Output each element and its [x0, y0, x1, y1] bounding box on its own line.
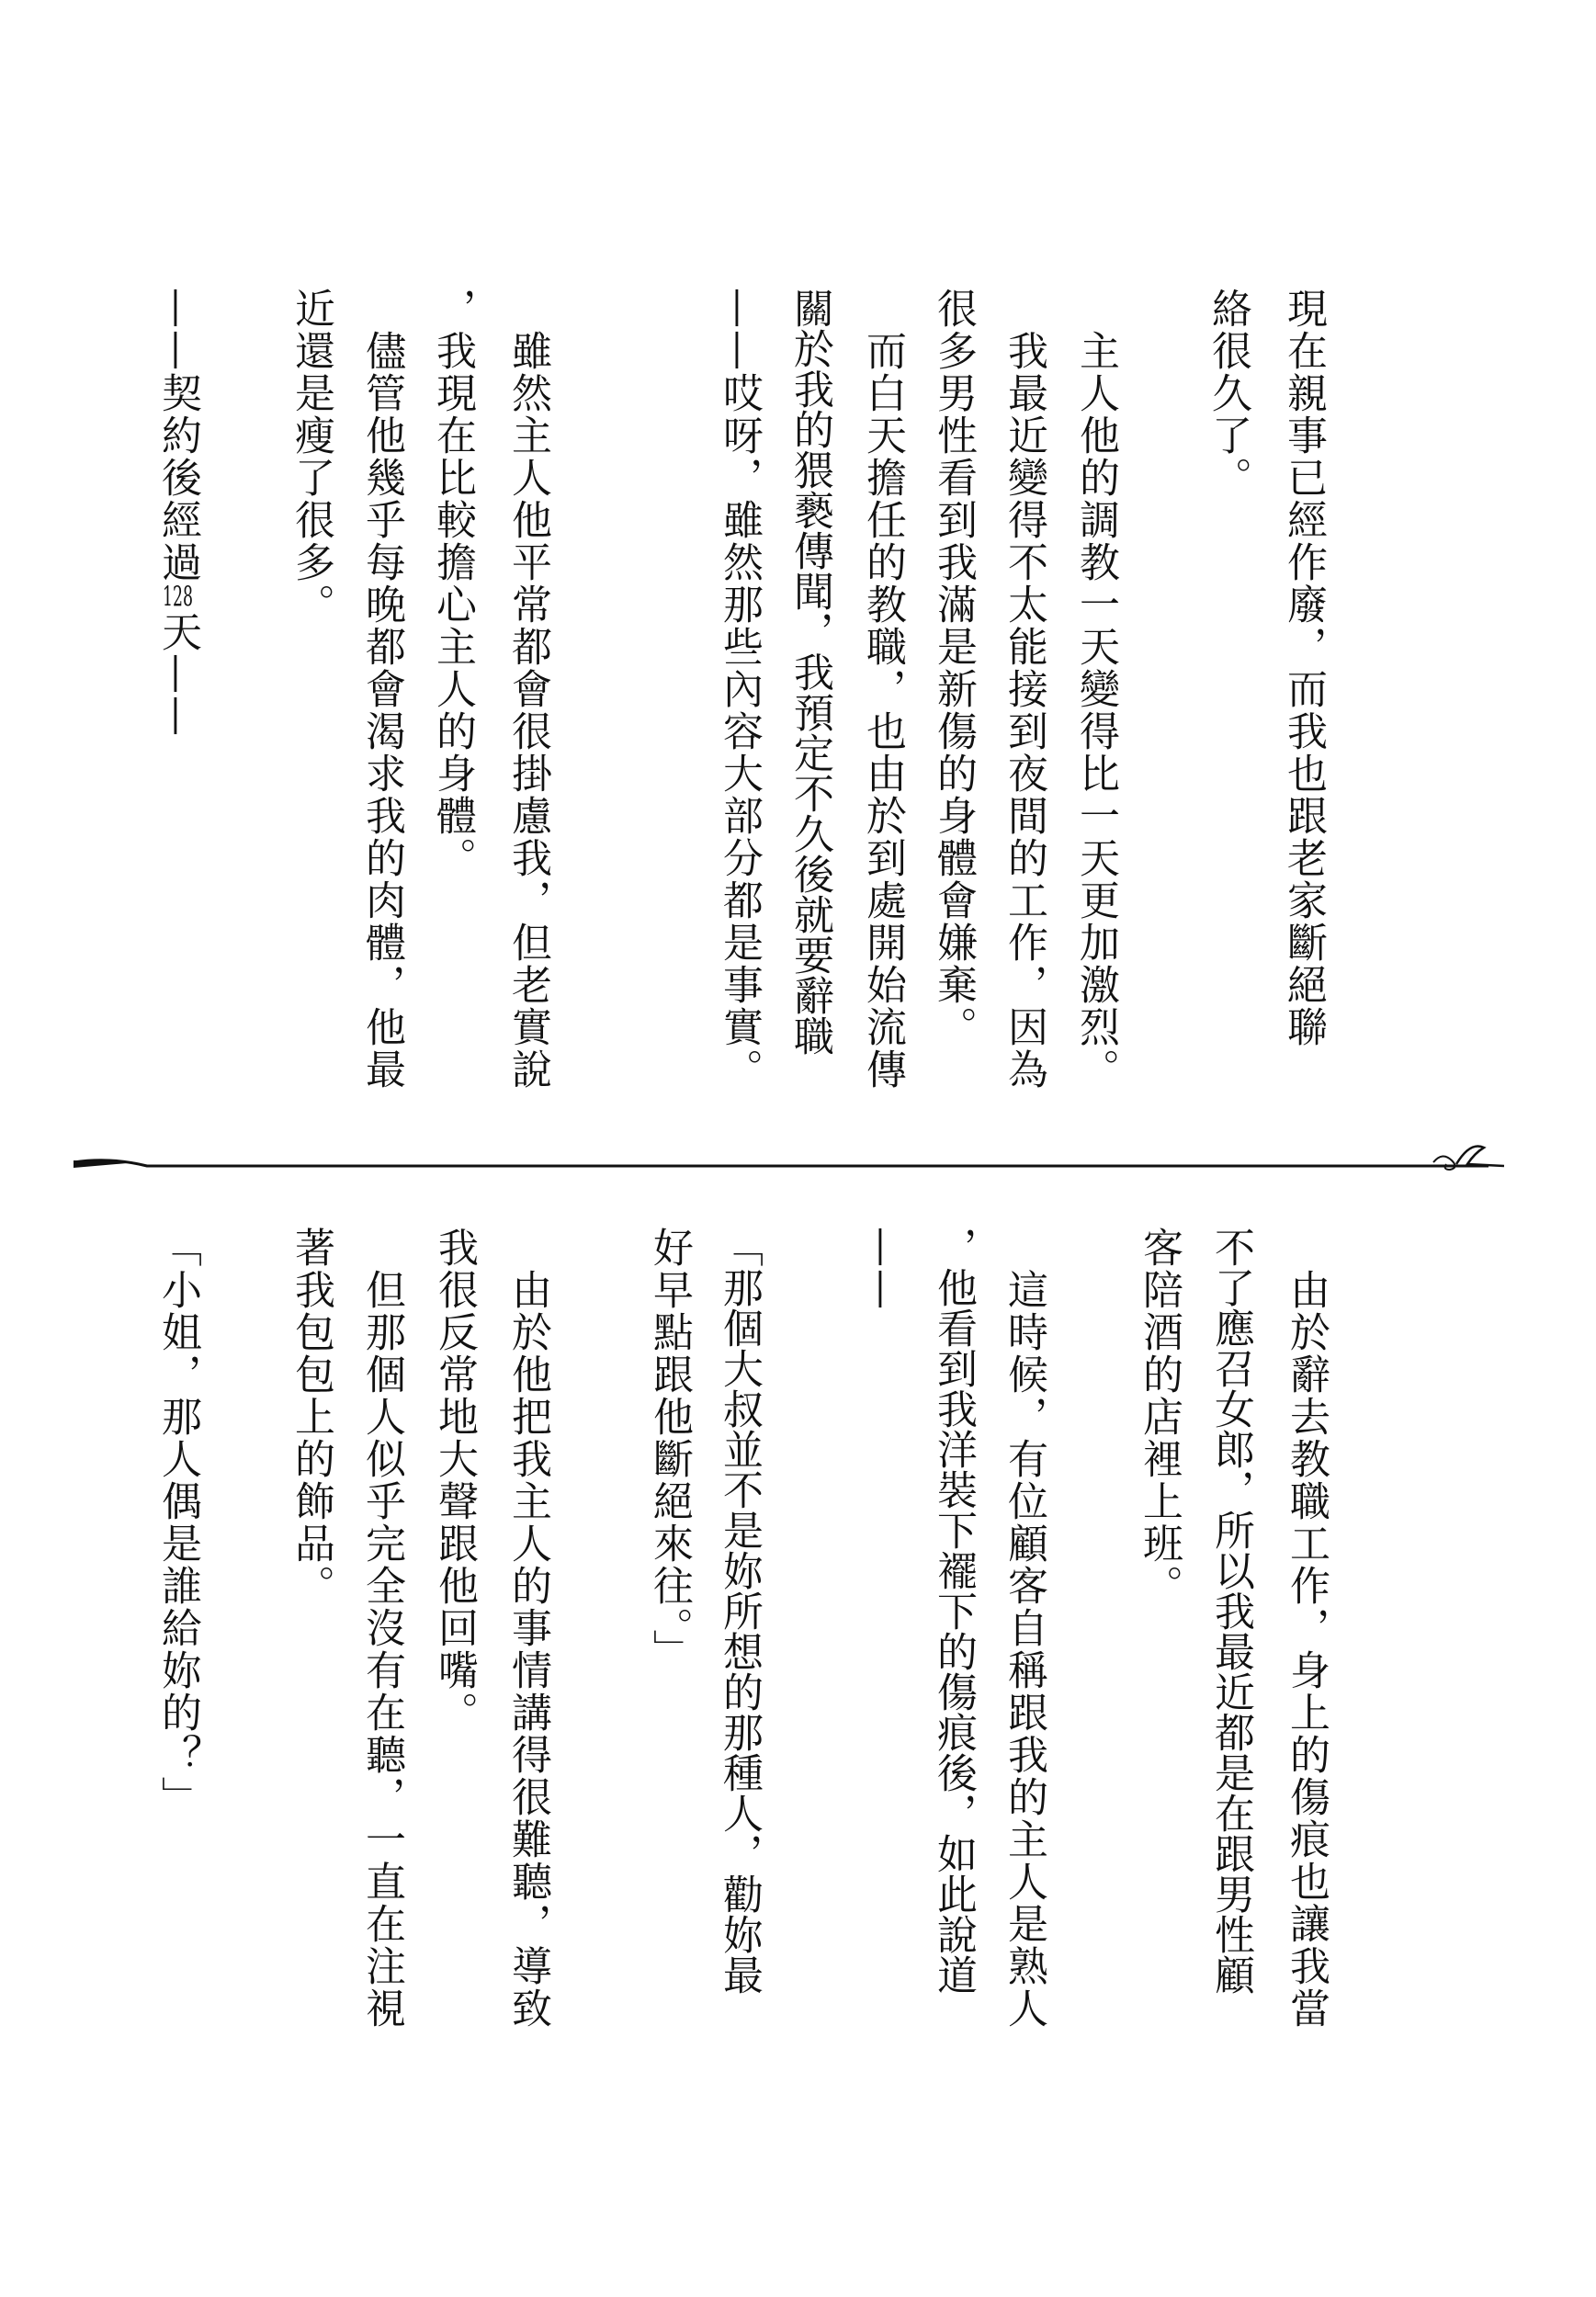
text-column: 我很反常地大聲跟他回嘴。 [431, 1227, 478, 1734]
text-column: 「小姐，那人偶是誰給妳的？」 [154, 1227, 201, 1818]
text-column: 儘管他幾乎每晚都會渴求我的肉體，他最 [358, 330, 405, 1091]
text-column: 我最近變得不太能接到夜間的工作，因為 [1001, 330, 1047, 1091]
section-divider [74, 1135, 1525, 1190]
text-column: 很多男性看到我滿是新傷的身體會嫌棄。 [930, 288, 977, 1048]
text-column: 「那個大叔並不是妳所想的那種人，勸妳最 [716, 1227, 763, 1995]
text-column: 但那個人似乎完全沒有在聽，一直在注視 [358, 1269, 405, 2030]
text-column: ，他看到我洋裝下襬下的傷痕後，如此說道 [930, 1227, 977, 1995]
text-column: 絡很久了。 [1205, 288, 1251, 499]
chapter-marker-suffix: 天—— [154, 611, 201, 738]
text-column: 這時候，有位顧客自稱跟我的主人是熟人 [1001, 1269, 1047, 2030]
text-column: 客陪酒的店裡上班。 [1136, 1227, 1183, 1607]
text-column: 而白天擔任的教職，也由於到處開始流傳 [859, 330, 906, 1091]
text-column: 近還是瘦了很多。 [288, 288, 334, 626]
text-column: ，我現在比較擔心主人的身體。 [429, 288, 476, 879]
text-column: 主人他的調教一天變得比一天更加激烈。 [1072, 330, 1119, 1091]
text-column: 著我包包上的飾品。 [288, 1227, 334, 1607]
text-column: 雖然主人他平常都會很掛慮我，但老實說 [504, 330, 551, 1091]
text-column: 由於他把我主人的事情講得很難聽，導致 [504, 1269, 551, 2030]
text-column: ——哎呀，雖然那些內容大部分都是事實。 [716, 288, 763, 1091]
text-column: 現在親事已經作廢，而我也跟老家斷絕聯 [1280, 288, 1327, 1048]
text-column: 好早點跟他斷絕來往。」 [646, 1227, 693, 1671]
text-column: 由於辭去教職工作，身上的傷痕也讓我當 [1283, 1269, 1330, 2030]
text-column: 關於我的猥褻傳聞，我預定不久後就要辭職 [787, 288, 833, 1056]
chapter-marker-number: 128 [163, 583, 193, 611]
text-column: —— [859, 1227, 906, 1311]
chapter-marker [150, 288, 205, 738]
text-column: 不了應召女郎，所以我最近都是在跟男性顧 [1207, 1227, 1254, 1995]
chapter-marker-prefix: ——契約後經過 [154, 288, 201, 583]
